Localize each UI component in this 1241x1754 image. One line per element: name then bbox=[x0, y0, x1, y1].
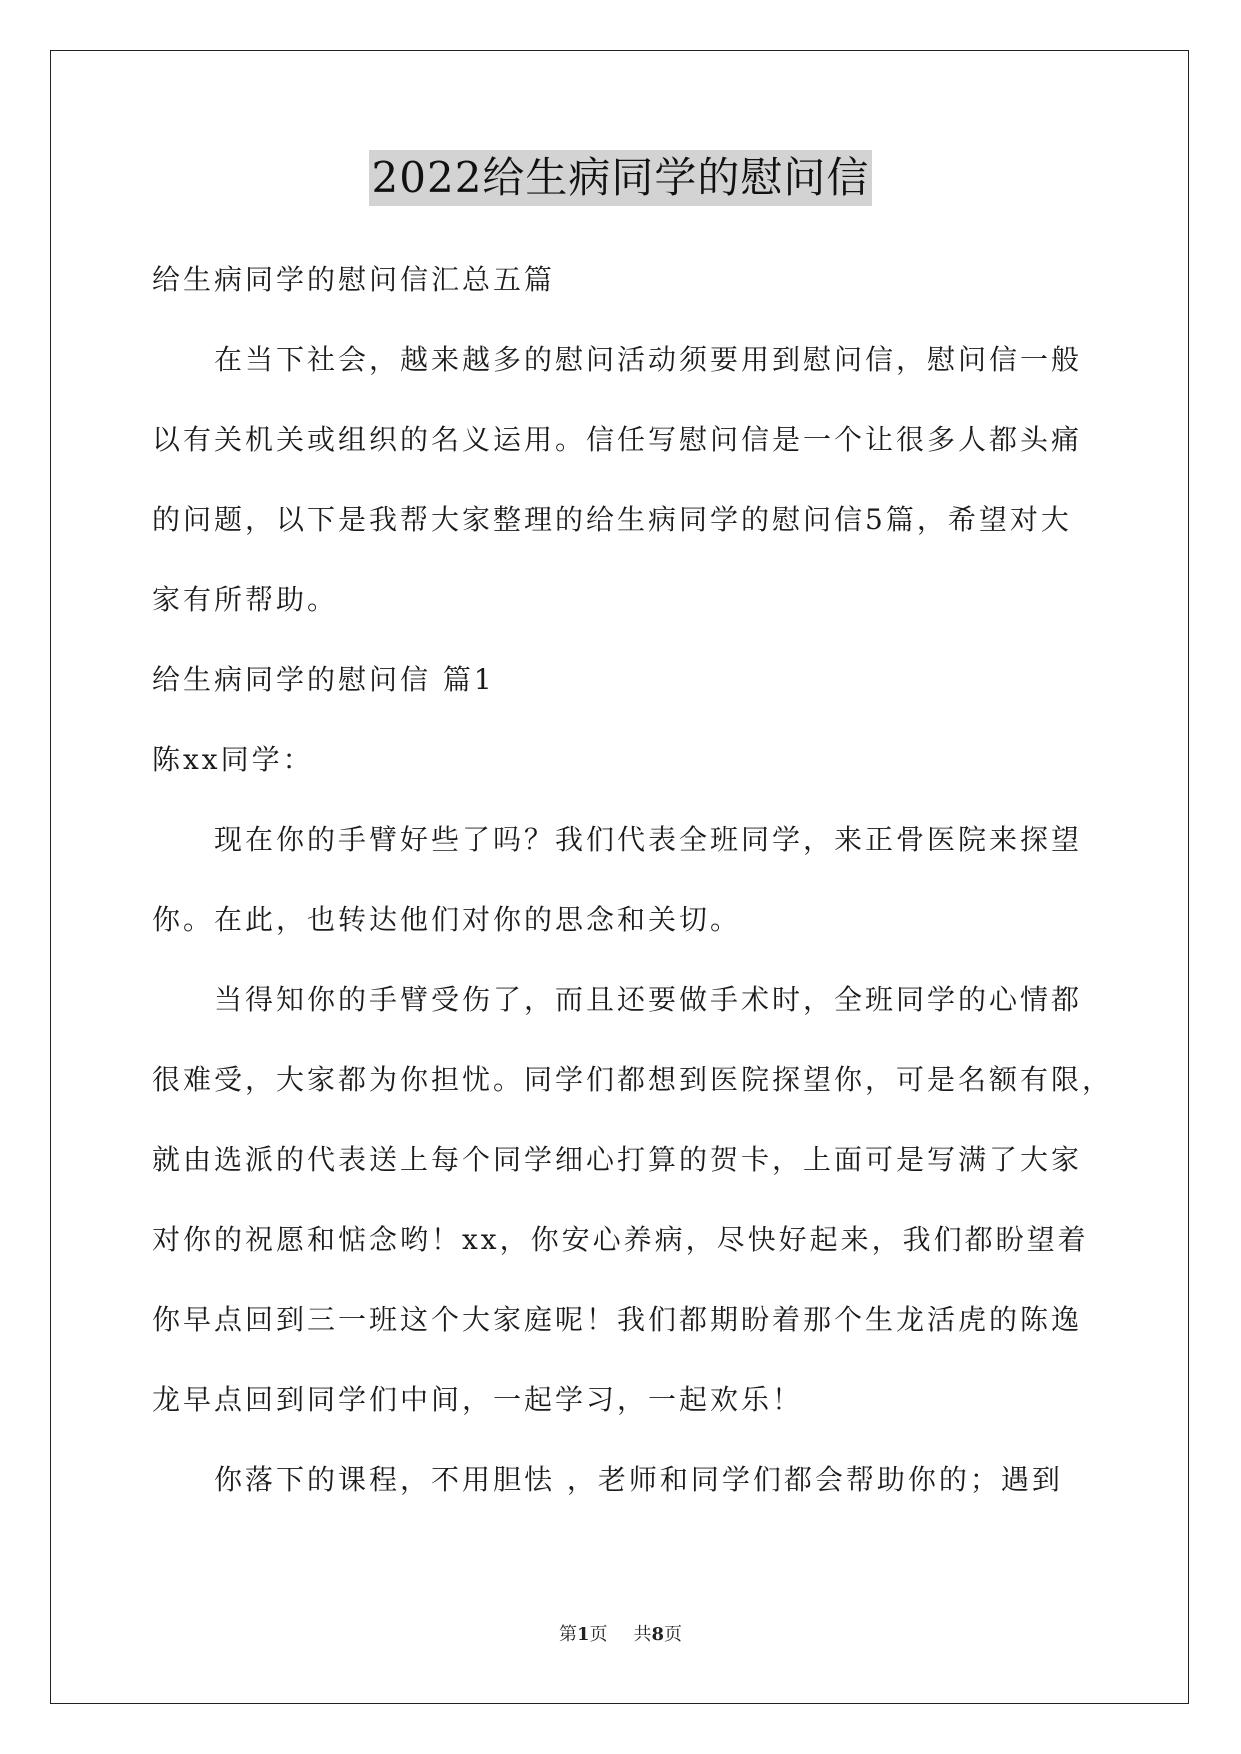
text-line: 给生病同学的慰问信 篇1 bbox=[152, 663, 495, 696]
text-line: 的问题，以下是我帮大家整理的给生病同学的慰问信5篇，希望对大 bbox=[152, 503, 1072, 536]
text-line: 以有关机关或组织的名义运用。信任写慰问信是一个让很多人都头痛 bbox=[152, 423, 1083, 456]
text-line: 陈xx同学： bbox=[152, 743, 314, 776]
text-line: 家有所帮助。 bbox=[152, 583, 339, 616]
text-line: 就由选派的代表送上每个同学细心打算的贺卡，上面可是写满了大家 bbox=[152, 1143, 1083, 1176]
text-line: 你落下的课程，不用胆怯 ，老师和同学们都会帮助你的；遇到 bbox=[214, 1463, 1063, 1496]
page-unit: 页 bbox=[589, 1624, 608, 1645]
total-unit: 页 bbox=[664, 1624, 683, 1645]
text-line: 你早点回到三一班这个大家庭呢！我们都期盼着那个生龙活虎的陈逸 bbox=[152, 1303, 1083, 1336]
text-line: 很难受，大家都为你担忧。同学们都想到医院探望你，可是名额有限， bbox=[152, 1063, 1114, 1096]
page-current: 1 bbox=[576, 1624, 590, 1645]
text-line: 现在你的手臂好些了吗？我们代表全班同学，来正骨医院来探望 bbox=[214, 823, 1083, 856]
page-footer bbox=[0, 1620, 1241, 1646]
text-line: 对你的祝愿和惦念哟！xx，你安心养病，尽快好起来，我们都盼望着 bbox=[152, 1223, 1089, 1256]
document-title: 2022给生病同学的慰问信 bbox=[369, 150, 873, 206]
text-line: 给生病同学的慰问信汇总五篇 bbox=[152, 263, 556, 296]
text-line: 龙早点回到同学们中间，一起学习，一起欢乐！ bbox=[152, 1383, 804, 1416]
text-line: 你。在此，也转达他们对你的思念和关切。 bbox=[152, 903, 742, 936]
total-prefix: 共 bbox=[633, 1624, 652, 1645]
title-container bbox=[0, 150, 1241, 206]
document-body bbox=[152, 240, 1114, 1520]
text-line: 在当下社会，越来越多的慰问活动须要用到慰问信，慰问信一般 bbox=[214, 343, 1083, 376]
page-total: 8 bbox=[651, 1624, 665, 1645]
page-prefix: 第 bbox=[558, 1624, 577, 1645]
text-line: 当得知你的手臂受伤了，而且还要做手术时，全班同学的心情都 bbox=[214, 983, 1083, 1016]
